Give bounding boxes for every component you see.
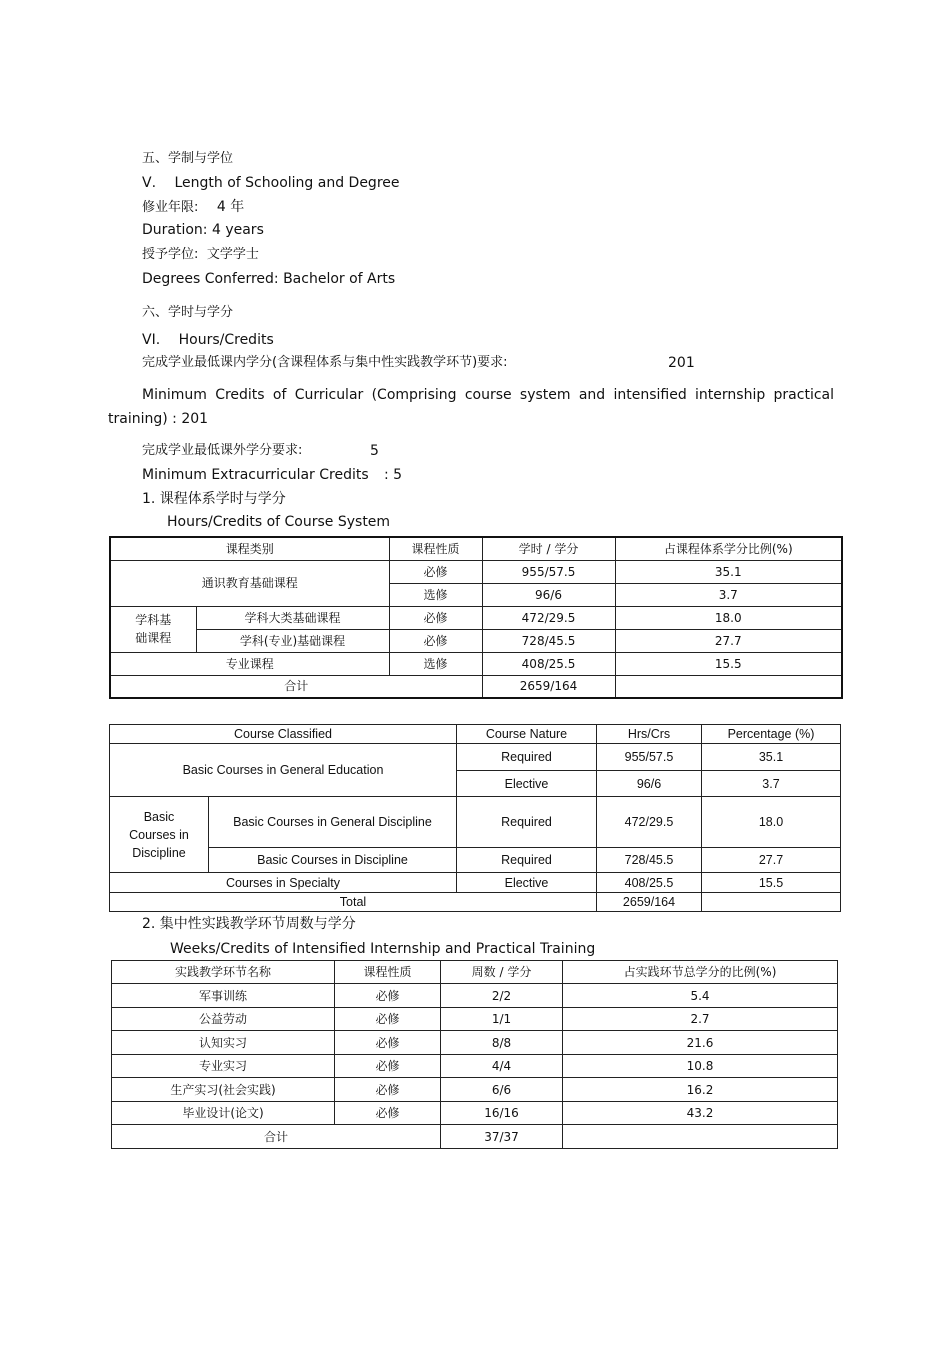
table-total-row — [112, 1125, 838, 1149]
sub1-heading-zh: 1. 课程体系学时与学分 — [142, 491, 286, 507]
cell-hours: 728/45.5 — [482, 629, 615, 652]
cell-name: 学科(专业)基础课程 — [196, 629, 389, 652]
cell-hours: 2659/164 — [482, 675, 615, 698]
table-row — [112, 1031, 838, 1055]
cell-name: 专业课程 — [110, 652, 389, 675]
degree-value-zh: 文学学士 — [206, 247, 259, 262]
section5-heading-en — [142, 174, 400, 192]
cell-percentage: 2.7 — [563, 1008, 838, 1031]
table-header-row — [110, 725, 841, 744]
cell-percentage: 18.0 — [615, 606, 842, 629]
cell-nature: 必修 — [389, 560, 482, 583]
cell-total-label: 合计 — [110, 675, 482, 698]
word: Credits — [215, 387, 265, 403]
cell-total-label: Total — [110, 893, 597, 912]
practical-training-table — [111, 960, 838, 1149]
cell-percentage: 15.5 — [615, 652, 842, 675]
cell-nature: 选修 — [389, 652, 482, 675]
cell-hours: 955/57.5 — [482, 560, 615, 583]
table-row — [112, 1078, 838, 1102]
table-total-row — [110, 675, 842, 698]
cell-weeks: 6/6 — [441, 1078, 563, 1102]
discipline-group-line1: Basic — [143, 809, 175, 824]
cell-hours: 408/25.5 — [482, 652, 615, 675]
section6-heading-en-num: VI. — [142, 332, 161, 348]
cell-name: 毕业设计(论文) — [112, 1102, 335, 1125]
table-header-row — [112, 961, 838, 984]
cell-percentage: 10.8 — [563, 1055, 838, 1078]
section6-heading-en — [142, 331, 274, 349]
word: internship — [695, 387, 766, 403]
cell-hours: 96/6 — [597, 771, 702, 797]
table-row — [112, 1055, 838, 1078]
cell-weeks: 16/16 — [441, 1102, 563, 1125]
cell-weeks: 1/1 — [441, 1008, 563, 1031]
cell-weeks: 8/8 — [441, 1031, 563, 1055]
table-row — [110, 629, 842, 652]
min-curricular-zh: 完成学业最低课内学分(含课程体系与集中性实践教学环节)要求: — [142, 355, 508, 370]
discipline-group-line3: Discipline — [132, 845, 186, 860]
table-row — [110, 848, 841, 873]
cell-weeks: 37/37 — [441, 1125, 563, 1149]
duration-label-zh: 修业年限: — [142, 200, 199, 215]
duration-zh — [142, 198, 244, 217]
cell-nature: Elective — [457, 873, 597, 893]
header-percentage: Percentage (%) — [702, 725, 841, 744]
cell-percentage: 5.4 — [563, 984, 838, 1008]
cell-hours: 2659/164 — [597, 893, 702, 912]
cell-percentage — [615, 675, 842, 698]
cell-nature: Elective — [457, 771, 597, 797]
cell-nature: Required — [457, 797, 597, 848]
course-system-table-en — [109, 724, 841, 912]
sub2-heading-en: Weeks/Credits of Intensified Internship and Practical Training — [170, 941, 596, 957]
min-curricular-value: 201 — [668, 355, 695, 371]
header-nature: Course Nature — [457, 725, 597, 744]
cell-nature: 必修 — [335, 1008, 441, 1031]
word: Minimum — [142, 387, 207, 403]
discipline-group — [110, 797, 209, 873]
word: system — [519, 387, 571, 403]
degree-zh — [142, 245, 259, 264]
sub1-heading-en: Hours/Credits of Course System — [167, 514, 391, 530]
word: Curricular — [294, 387, 364, 403]
table-total-row — [110, 893, 841, 912]
discipline-group-line1: 学科基 — [135, 613, 172, 627]
min-extra-zh: 完成学业最低课外学分要求: — [142, 443, 303, 458]
degree-label-zh: 授予学位: — [142, 247, 199, 262]
cell-percentage: 27.7 — [702, 848, 841, 873]
section5-heading-en-num: Ⅴ. — [142, 175, 157, 191]
word: and — [578, 387, 606, 403]
cell-name: 公益劳动 — [112, 1008, 335, 1031]
cell-nature: 必修 — [335, 984, 441, 1008]
table-row — [112, 984, 838, 1008]
table-header-row — [110, 537, 842, 560]
cell-name: Courses in Specialty — [110, 873, 457, 893]
min-curricular-en-line2: training) : 201 — [108, 411, 209, 427]
header-nature: 课程性质 — [389, 537, 482, 560]
word: intensified — [613, 387, 687, 403]
duration-en: Duration: 4 years — [142, 222, 264, 238]
cell-percentage — [702, 893, 841, 912]
cell-percentage: 43.2 — [563, 1102, 838, 1125]
cell-name: 专业实习 — [112, 1055, 335, 1078]
word: of — [272, 387, 287, 403]
min-extra-value: 5 — [370, 443, 379, 459]
cell-percentage: 15.5 — [702, 873, 841, 893]
cell-name: Basic Courses in General Discipline — [209, 797, 457, 848]
cell-hours: 955/57.5 — [597, 744, 702, 771]
cell-nature: 必修 — [335, 1055, 441, 1078]
cell-name: Basic Courses in Discipline — [209, 848, 457, 873]
cell-name: 学科大类基础课程 — [196, 606, 389, 629]
header-nature: 课程性质 — [335, 961, 441, 984]
discipline-group-line2: 础课程 — [135, 631, 172, 645]
header-hours: Hrs/Crs — [597, 725, 702, 744]
cell-nature: 必修 — [389, 629, 482, 652]
table-row — [112, 1008, 838, 1031]
header-percentage: 占实践环节总学分的比例(%) — [563, 961, 838, 984]
cell-hours: 96/6 — [482, 583, 615, 606]
word: course — [464, 387, 512, 403]
table-row — [110, 873, 841, 893]
cell-nature: 必修 — [335, 1078, 441, 1102]
cell-nature: 必修 — [335, 1031, 441, 1055]
cell-name: 军事训练 — [112, 984, 335, 1008]
table-row — [112, 1102, 838, 1125]
section5-heading-zh: 五、学制与学位 — [142, 151, 234, 166]
cell-percentage: 3.7 — [702, 771, 841, 797]
cell-name: 认知实习 — [112, 1031, 335, 1055]
header-percentage: 占课程体系学分比例(%) — [615, 537, 842, 560]
cell-hours: 408/25.5 — [597, 873, 702, 893]
word: practical — [773, 387, 834, 403]
sub2-heading-zh: 2. 集中性实践教学环节周数与学分 — [142, 916, 356, 932]
cell-nature: Required — [457, 848, 597, 873]
cell-total-label: 合计 — [112, 1125, 441, 1149]
cell-name: 生产实习(社会实践) — [112, 1078, 335, 1102]
duration-value-zh: 4 年 — [216, 199, 245, 215]
cell-percentage: 16.2 — [563, 1078, 838, 1102]
cell-nature: 必修 — [389, 606, 482, 629]
table-row — [110, 652, 842, 675]
min-extra-en-value: : 5 — [384, 467, 403, 483]
table-row — [110, 797, 841, 848]
header-category: 课程类别 — [110, 537, 389, 560]
table-row — [110, 744, 841, 771]
cell-percentage: 18.0 — [702, 797, 841, 848]
cell-weeks: 2/2 — [441, 984, 563, 1008]
cell-percentage: 21.6 — [563, 1031, 838, 1055]
min-curricular-en-line1 — [142, 386, 834, 404]
header-name: 实践教学环节名称 — [112, 961, 335, 984]
cell-nature: 必修 — [335, 1102, 441, 1125]
course-system-table-zh — [109, 536, 843, 699]
word: (Comprising — [371, 387, 457, 403]
section5-heading-en-text: Length of Schooling and Degree — [174, 175, 400, 191]
cell-hours: 472/29.5 — [597, 797, 702, 848]
header-hours: 学时 / 学分 — [482, 537, 615, 560]
discipline-group — [110, 606, 196, 652]
cell-nature: 选修 — [389, 583, 482, 606]
header-weeks: 周数 / 学分 — [441, 961, 563, 984]
discipline-group-line2: Courses in — [129, 827, 189, 842]
cell-percentage: 27.7 — [615, 629, 842, 652]
cell-percentage — [563, 1125, 838, 1149]
degree-en: Degrees Conferred: Bachelor of Arts — [142, 271, 396, 287]
cell-percentage: 35.1 — [615, 560, 842, 583]
cell-hours: 728/45.5 — [597, 848, 702, 873]
min-extra-en: Minimum Extracurricular Credits — [142, 467, 369, 483]
general-category: 通识教育基础课程 — [110, 560, 389, 606]
cell-weeks: 4/4 — [441, 1055, 563, 1078]
cell-percentage: 35.1 — [702, 744, 841, 771]
table-row — [110, 606, 842, 629]
section6-heading-zh: 六、学时与学分 — [142, 305, 234, 320]
header-category: Course Classified — [110, 725, 457, 744]
table-row — [110, 560, 842, 583]
general-category: Basic Courses in General Education — [110, 744, 457, 797]
cell-percentage: 3.7 — [615, 583, 842, 606]
section6-heading-en-text: Hours/Credits — [178, 332, 274, 348]
cell-hours: 472/29.5 — [482, 606, 615, 629]
cell-nature: Required — [457, 744, 597, 771]
